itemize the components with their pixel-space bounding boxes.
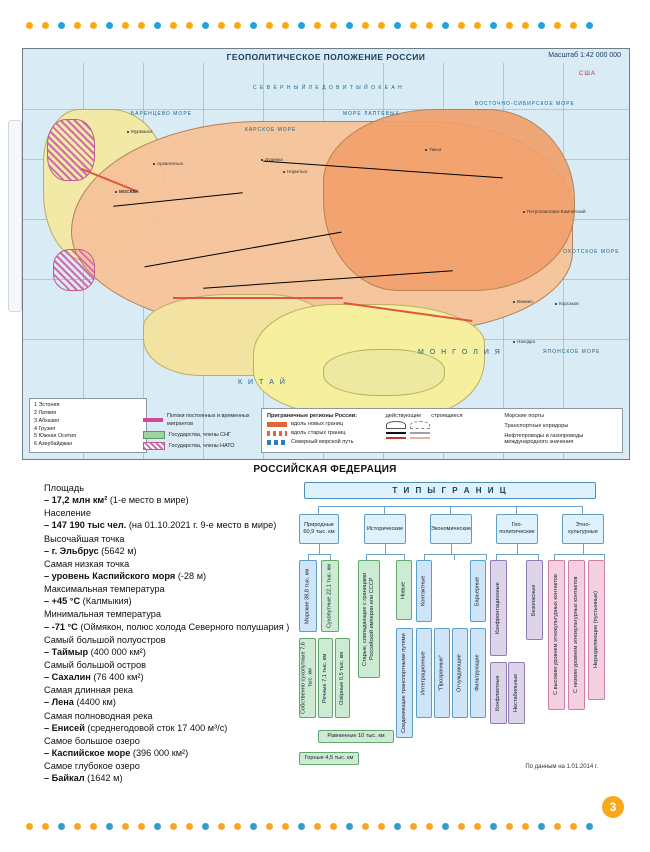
node-label: Собственно сухопутные bbox=[300, 651, 307, 714]
legend-country-3: 3 Абхазия bbox=[34, 417, 59, 424]
diagram-node-new-borders bbox=[396, 560, 412, 620]
fact-item bbox=[44, 710, 290, 734]
legend-cis-row bbox=[143, 431, 263, 439]
legend-panel-right bbox=[261, 408, 623, 453]
page-title: РОССИЙСКАЯ ФЕДЕРАЦИЯ bbox=[253, 464, 397, 475]
diagram-title: Т И П Ы Г Р А Н И Ц bbox=[304, 482, 596, 499]
ocean-label-kara: КАРСКОЕ МОРЕ bbox=[245, 127, 297, 133]
diagram-node-historical bbox=[364, 514, 406, 544]
nato-hatched-area-south bbox=[53, 249, 95, 291]
dashed-orange-line-icon bbox=[267, 431, 287, 436]
fact-item bbox=[44, 507, 290, 531]
legend-country-5: 5 Южная Осетия bbox=[34, 433, 77, 440]
fact-item bbox=[44, 659, 290, 683]
diagram-node-alienating bbox=[452, 628, 468, 718]
legend-status-building: строящиеся bbox=[431, 413, 463, 419]
city-tiksi: Тикси bbox=[425, 147, 441, 152]
diagram-node-lake bbox=[335, 638, 350, 718]
fact-item bbox=[44, 558, 290, 582]
arrow-icon bbox=[143, 418, 163, 422]
diagram-node-transport-connect bbox=[396, 628, 413, 738]
ocean-label-laptev: МОРЕ ЛАПТЕВЫХ bbox=[343, 111, 400, 117]
fact-suffix: (1642 м) bbox=[84, 773, 123, 784]
legend-migrants-states bbox=[143, 412, 263, 453]
diagram-node-unstable bbox=[508, 662, 525, 724]
russia-east-landmass bbox=[323, 109, 575, 291]
legend-col-status bbox=[386, 413, 499, 448]
fact-suffix: (-28 м) bbox=[175, 570, 207, 581]
diagram-node-high-contact bbox=[548, 560, 565, 710]
fact-label: Население bbox=[44, 508, 91, 519]
fact-label: Самая длинная река bbox=[44, 685, 133, 696]
anchor-icon bbox=[386, 421, 406, 429]
legend-country-1: 1 Эстония bbox=[34, 402, 60, 409]
diagram-node-marine bbox=[299, 560, 317, 632]
fact-label: Максимальная температура bbox=[44, 584, 165, 595]
legend-new-borders: вдоль новых границ bbox=[291, 421, 344, 427]
fact-suffix: (среднегодовой сток 17 400 м³/с) bbox=[84, 722, 228, 733]
fact-suffix: (76 400 км²) bbox=[90, 672, 144, 683]
node-label: Озёрные 0,5 тыс. км bbox=[339, 651, 345, 705]
fact-value: – Таймыр bbox=[44, 646, 89, 657]
fact-item bbox=[44, 684, 290, 708]
legend-pipelines: Нефтепроводы и газопроводы международного значения bbox=[504, 433, 584, 445]
fact-suffix: (5642 м) bbox=[98, 545, 137, 556]
node-label: Горные 4,5 тыс. км bbox=[304, 755, 354, 761]
node-label: Равнинные 10 тыс. км bbox=[327, 733, 385, 739]
node-label: Контактные bbox=[420, 575, 427, 607]
node-label: Новые bbox=[400, 581, 407, 599]
legend-numbered-countries bbox=[29, 398, 147, 453]
fact-value: – Лена bbox=[44, 697, 74, 708]
city-norilsk: Норильск bbox=[283, 169, 307, 174]
diagram-node-economic bbox=[430, 514, 472, 544]
fact-label: Самый большой полуостров bbox=[44, 634, 166, 645]
city-nakhodka: Находка bbox=[513, 339, 535, 344]
legend-nato-row bbox=[143, 442, 263, 450]
legend-col-infrastructure bbox=[504, 413, 617, 448]
green-swatch-icon bbox=[143, 431, 165, 439]
ocean-label-okhotsk: ОХОТСКОЕ МОРЕ bbox=[563, 249, 620, 255]
hatch-swatch-icon bbox=[143, 442, 165, 450]
fact-label: Самое глубокое озеро bbox=[44, 761, 140, 772]
node-label: "Прозрачные" bbox=[438, 655, 445, 691]
legend-transport-corridors: Транспортные коридоры bbox=[504, 423, 569, 429]
fact-value: – +45 °С bbox=[44, 596, 81, 607]
node-label: Нестабильные bbox=[513, 673, 519, 713]
diagram-source-note: По данным на 1.01.2014 г. bbox=[525, 764, 598, 770]
fact-value: – Енисей bbox=[44, 722, 85, 733]
diagram-node-mountain bbox=[299, 752, 359, 765]
node-label: Барьерные bbox=[474, 576, 481, 606]
fact-value: – Сахалин bbox=[44, 672, 91, 683]
legend-sea-ports: Морские порты bbox=[504, 413, 545, 419]
fact-suffix: (1-е место в мире) bbox=[107, 495, 189, 506]
diagram-node-plain bbox=[318, 730, 394, 743]
map-scale: Масштаб 1:42 000 000 bbox=[548, 52, 621, 59]
node-label: Сухопутные bbox=[326, 596, 333, 629]
fact-item bbox=[44, 482, 290, 506]
city-arkhangelsk: Архангельск bbox=[153, 161, 183, 166]
node-sub: 22,1 тыс. км bbox=[326, 563, 333, 596]
fact-suffix: (Оймякон, полюс холода Северного полушария ) bbox=[77, 621, 290, 632]
node-label: Отчуждающие bbox=[456, 654, 463, 692]
node-label: Фильтрующие bbox=[474, 654, 481, 692]
city-dudinka: Дудинка bbox=[261, 157, 283, 162]
fact-item bbox=[44, 760, 290, 784]
node-sub: 38,8 тыс. км bbox=[304, 568, 311, 600]
fact-item bbox=[44, 608, 290, 632]
node-label: Этно-культурные bbox=[568, 522, 598, 535]
node-label: Конфликтные bbox=[495, 675, 501, 711]
map-figure bbox=[22, 48, 630, 460]
fact-item bbox=[44, 735, 290, 759]
node-label: Природные bbox=[304, 522, 334, 529]
city-vanino: Ванино bbox=[513, 299, 533, 304]
city-moscow: МОСКВА bbox=[115, 189, 139, 194]
diagram-node-safe bbox=[526, 560, 543, 640]
fact-label: Минимальная температура bbox=[44, 609, 161, 620]
node-label: С высоким уровнем этнокультурных контактов bbox=[553, 574, 559, 696]
country-label-china: К И Т А Й bbox=[238, 379, 287, 386]
node-sub: 7,6 тыс. км bbox=[300, 642, 314, 688]
fact-item bbox=[44, 583, 290, 607]
border-line-south bbox=[173, 297, 343, 299]
diagram-node-confrontational bbox=[490, 560, 507, 656]
diagram-node-low-contact bbox=[568, 560, 585, 710]
ocean-label-japan: ЯПОНСКОЕ МОРЕ bbox=[543, 349, 601, 355]
legend-migrants-row bbox=[143, 412, 263, 428]
legend-migrants-label: Потоки постоянных и временных мигрантов bbox=[167, 412, 250, 427]
black-line-icon bbox=[386, 432, 406, 434]
diagram-node-natural bbox=[299, 514, 339, 544]
fact-item bbox=[44, 634, 290, 658]
fact-label: Самая полноводная река bbox=[44, 710, 153, 721]
facts-list bbox=[44, 482, 290, 785]
diagram-node-integration bbox=[416, 628, 432, 718]
fact-value: – 17,2 млн км² bbox=[44, 495, 108, 506]
diagram-node-filtering bbox=[470, 628, 486, 718]
diagram-node-old-borders bbox=[358, 560, 380, 678]
fact-value: – -71 °С bbox=[44, 621, 78, 632]
fact-label: Самая низкая точка bbox=[44, 558, 130, 569]
legend-nato-label: Государства, члены НАТО bbox=[169, 442, 235, 449]
node-label: Неразделяющие (пустынные) bbox=[593, 591, 599, 669]
page-edge-marker bbox=[8, 120, 22, 312]
bottom-decorative-dots bbox=[26, 823, 593, 830]
fact-label: Самый большой остров bbox=[44, 659, 146, 670]
legend-status-active: действующие bbox=[385, 413, 422, 419]
fact-label: Площадь bbox=[44, 483, 84, 493]
fact-item bbox=[44, 533, 290, 557]
node-label: С низким уровнем этнокультурных контактов bbox=[573, 576, 579, 694]
top-decorative-dots bbox=[26, 22, 593, 29]
anchor-outline-icon bbox=[410, 421, 430, 429]
map-title: ГЕОПОЛИТИЧЕСКОЕ ПОЛОЖЕНИЕ РОССИИ bbox=[226, 52, 426, 62]
fact-suffix: (на 01.10.2021 г. 9-е место в мире) bbox=[126, 520, 277, 531]
ocean-label-arctic: С Е В Е Р Н Ы Й Л Е Д О В И Т Ы Й О К Е А Н bbox=[253, 85, 403, 91]
diagram-node-ethnocultural bbox=[562, 514, 604, 544]
node-label: Конфронтационные bbox=[495, 582, 501, 634]
diagram-node-conflict bbox=[490, 662, 507, 724]
fact-label: Самое большое озеро bbox=[44, 735, 140, 746]
fact-value: – Каспийское море bbox=[44, 747, 131, 758]
node-label: Исторические bbox=[366, 525, 404, 532]
node-label: Старые, совпадающие с границами Российской империи или СССР bbox=[362, 572, 375, 666]
dashed-blue-line-icon bbox=[267, 440, 287, 445]
fact-label: Высочайшая точка bbox=[44, 533, 125, 544]
diagram-node-barrier bbox=[470, 560, 486, 622]
red-line-icon bbox=[386, 437, 406, 439]
fact-value: – Байкал bbox=[44, 773, 85, 784]
red-line-dim-icon bbox=[410, 437, 430, 439]
node-label: Гео-политические bbox=[499, 522, 535, 535]
node-label: Интеграционные bbox=[420, 651, 427, 695]
legend-country-2: 2 Латвия bbox=[34, 409, 57, 416]
diagram-node-land bbox=[321, 560, 339, 632]
legend-border-title: Приграничные регионы России: bbox=[267, 413, 357, 419]
node-label: Соединяющие транспортными путями bbox=[401, 633, 407, 733]
page-number: 3 bbox=[602, 796, 624, 818]
node-sub: 60,9 тыс. км bbox=[303, 529, 335, 535]
node-label: Экономические bbox=[430, 525, 472, 532]
solid-orange-line-icon bbox=[267, 422, 287, 427]
diagram-node-transparent bbox=[434, 628, 450, 718]
legend-country-6: 6 Азербайджан bbox=[34, 441, 73, 448]
mongolia-landmass bbox=[323, 349, 445, 396]
legend-col-borders bbox=[267, 413, 380, 448]
fact-suffix: (396 000 км²) bbox=[130, 747, 189, 758]
diagram-node-geopolitical bbox=[496, 514, 538, 544]
ocean-label-barents: БАРЕНЦЕВО МОРЕ bbox=[131, 111, 192, 117]
fact-value: – уровень Каспийского моря bbox=[44, 570, 176, 581]
city-korsakov: Корсаков bbox=[555, 301, 579, 306]
country-label-usa: США bbox=[579, 71, 596, 77]
diagram-node-contact bbox=[416, 560, 432, 622]
fact-suffix: (4400 км) bbox=[73, 697, 116, 708]
fact-value: – 147 190 тыс чел. bbox=[44, 520, 127, 531]
fact-value: – г. Эльбрус bbox=[44, 545, 99, 556]
border-types-diagram bbox=[296, 482, 608, 792]
diagram-node-undivided bbox=[588, 560, 605, 700]
ocean-label-east-siberian: ВОСТОЧНО-СИБИРСКОЕ МОРЕ bbox=[475, 101, 575, 107]
node-label: Речные 7,1 тыс. км bbox=[322, 653, 328, 703]
node-label: Морские bbox=[304, 601, 311, 624]
country-label-mongolia: М О Н Г О Л И Я bbox=[418, 349, 502, 356]
black-line-dim-icon bbox=[410, 432, 430, 434]
node-label: Безопасные bbox=[531, 584, 537, 616]
city-murmansk: Мурманск bbox=[127, 129, 152, 134]
legend-country-4: 4 Грузия bbox=[34, 425, 56, 432]
fact-suffix: (400 000 км²) bbox=[88, 646, 146, 657]
city-petropavlovsk: Петропавловск-Камчатский bbox=[523, 209, 586, 214]
diagram-node-river bbox=[318, 638, 333, 718]
legend-old-borders: вдоль старых границ bbox=[291, 430, 346, 436]
diagram-node-land-proper bbox=[299, 638, 316, 718]
legend-sea-route: Северный морской путь bbox=[291, 439, 354, 445]
fact-suffix: (Калмыкия) bbox=[80, 596, 132, 607]
legend-cis-label: Государства, члены СНГ bbox=[169, 431, 231, 438]
